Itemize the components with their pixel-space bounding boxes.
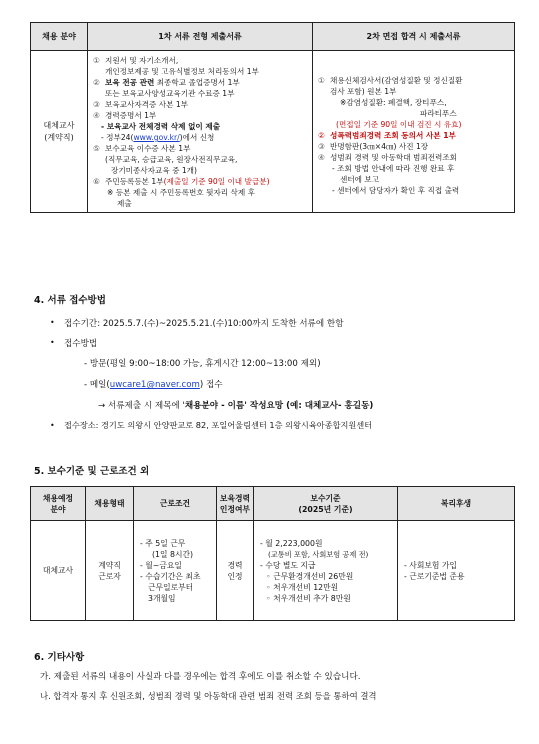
conditions-table-header <box>31 487 515 521</box>
doc-text: 보수교육 이수증 사본 1부 <box>105 144 191 153</box>
item-number: ⑤ <box>93 144 100 153</box>
doc-text: 검사 포함) 원본 1부 <box>330 87 397 96</box>
doc-item <box>93 77 309 99</box>
header-pay <box>254 487 398 521</box>
pay-line: (교통비 포함, 사회보험 공제 전) <box>268 549 369 559</box>
career-text: 경력 <box>227 560 243 570</box>
mail-text: ) 접수 <box>199 380 223 390</box>
doc-text: - 정부24( <box>101 133 134 142</box>
condition-line: (1일 8시간) <box>152 549 194 559</box>
doc-item <box>318 141 511 152</box>
gov24-link[interactable]: www.gov.kr/ <box>133 133 180 142</box>
header-conditions: 근로조건 <box>134 487 217 521</box>
mail-method <box>84 378 223 390</box>
career-cell <box>217 521 254 621</box>
item-number: ① <box>318 76 325 85</box>
header-field <box>31 487 86 521</box>
documents-table-row <box>31 51 515 213</box>
doc-text: 성범죄 경력 및 아동학대 범죄전력조회 <box>330 153 458 162</box>
doc-text: 개인정보제공 및 고유식별정보 처리동의서 1부 <box>105 67 259 76</box>
pay-line: - 월 2,223,000원 <box>260 538 323 548</box>
item-number: ③ <box>93 100 100 109</box>
doc-subitem: ※감염성질환: 폐결핵, 장티푸스, <box>340 98 447 107</box>
pay-line: ◦ 처우개선비 추가 8만원 <box>266 593 351 603</box>
header-career <box>217 487 254 521</box>
item-number: ④ <box>318 153 325 162</box>
doc-subitem: 파라티푸스 <box>420 109 457 118</box>
welfare-line: - 근로기준법 준용 <box>404 571 465 581</box>
receipt-period: 접수기간: 2025.5.7.(수)~2025.5.21.(수)10:00까지 도착한 서류에 한함 <box>64 319 344 329</box>
doc-note: 제출 <box>117 199 132 208</box>
item-number: ① <box>93 56 100 65</box>
category-cell <box>31 51 88 213</box>
conditions-table <box>30 486 515 621</box>
header-text: 채용예정 <box>42 493 74 503</box>
condition-line: 근무일로부터 <box>148 582 194 592</box>
header-type: 채용형태 <box>86 487 134 521</box>
section-4-title: 4. 서류 접수방법 <box>34 295 106 306</box>
conditions-cell <box>134 521 217 621</box>
doc-text: 경력증명서 1부 <box>105 111 157 120</box>
doc-text: 주민등록등본 1부 <box>105 177 164 186</box>
doc-item <box>318 130 511 141</box>
item-number: ⑥ <box>93 177 100 186</box>
doc-item <box>93 110 309 121</box>
header-first-round: 1차 서류 전형 제출서류 <box>88 23 313 51</box>
doc-text: 보육교사자격증 사본 1부 <box>105 100 189 109</box>
section-5-title: 5. 보수기준 및 근로조건 외 <box>34 466 150 477</box>
doc-item <box>93 99 309 110</box>
doc-text: 또는 보육교사양성교육기관 수료증 1부 <box>105 89 235 98</box>
header-text: (2025년 기준) <box>298 504 353 514</box>
doc-subitem: - 보육교사 전체경력 삭제 없이 제출 <box>101 122 221 131</box>
condition-line: - 월~금요일 <box>140 560 182 570</box>
mail-text: - 메일( <box>84 380 110 390</box>
doc-item <box>93 176 309 187</box>
welfare-line: - 사회보험 가입 <box>404 560 457 570</box>
doc-item <box>93 143 309 154</box>
subject-instruction <box>98 399 373 411</box>
doc-text: 반명함판(3㎝×4㎝) 사진 1장 <box>330 142 429 151</box>
doc-note: ※ 등본 제출 시 주민등록번호 뒷자리 삭제 후 <box>107 188 255 197</box>
doc-subitem-red: (면접일 기준 90일 이내 검진 시 유효) <box>336 120 462 129</box>
header-text: 보육경력 <box>219 493 251 503</box>
header-second-round: 2차 면접 합격 시 제출서류 <box>313 23 515 51</box>
doc-text-red: 성폭력범죄경력 조회 동의서 사본 1부 <box>330 131 456 140</box>
type-text: 계약직 <box>98 560 121 570</box>
item-number: ④ <box>93 111 100 120</box>
item-number: ② <box>318 131 325 140</box>
doc-subitem <box>93 132 309 143</box>
condition-line: - 수습기간은 최초 <box>140 571 201 581</box>
type-text: 근로자 <box>98 571 121 581</box>
doc-item <box>318 152 511 163</box>
bullet-icon: • <box>50 338 55 347</box>
pay-line: ◦ 근무환경개선비 26만원 <box>266 571 354 581</box>
doc-item <box>93 55 309 77</box>
doc-text: 채용신체검사서(감염성질환 및 정신질환 <box>330 76 463 85</box>
first-round-docs <box>88 51 313 213</box>
doc-subitem: - 센터에서 담당자가 확인 후 직접 출력 <box>332 186 460 195</box>
conditions-table-row <box>31 521 515 621</box>
header-text: 인정여부 <box>219 504 251 514</box>
doc-subitem: 장기미종사자교육 중 1개) <box>111 166 197 175</box>
doc-text-red: (제출일 기준 90일 이내 발급분) <box>163 177 270 186</box>
doc-subitem: 센터에 보고 <box>340 175 380 184</box>
second-round-docs <box>313 51 515 213</box>
item-number: ③ <box>318 142 325 151</box>
condition-line: - 주 5일 근무 <box>140 538 186 548</box>
header-welfare: 복리후생 <box>398 487 515 521</box>
receipt-place: 접수장소: 경기도 의왕시 안양판교로 82, 포일어울림센터 1층 의왕시육아종합지원센터 <box>64 420 373 430</box>
doc-subitem: (직무교육, 승급교육, 원장사전직무교육, <box>105 155 238 164</box>
note-line-1: 가. 제출된 서류의 내용이 사실과 다를 경우에는 합격 후에도 이를 취소할 수 있습니다. <box>40 672 361 682</box>
note-line-2: 나. 합격자 통지 후 신원조회, 성범죄 경력 및 아동학대 관련 범죄 전력 조회 등을 통하여 결격 <box>40 691 377 701</box>
subject-text: → 서류제출 시 제목에 ' <box>98 401 185 411</box>
documents-table <box>30 22 515 213</box>
email-link[interactable]: uwcare1@naver.com <box>109 380 200 390</box>
welfare-cell <box>398 521 515 621</box>
header-text: 보수기준 <box>310 493 341 503</box>
item-number: ② <box>93 78 100 87</box>
receipt-method-label: 접수방법 <box>64 339 98 349</box>
doc-text: 보육 전공 관련 <box>105 78 155 87</box>
field-cell: 대체교사 <box>31 521 86 621</box>
pay-line: - 수당 별도 지급 <box>260 560 316 570</box>
bullet-icon: • <box>50 318 55 327</box>
doc-item <box>318 75 511 97</box>
career-text: 인정 <box>227 571 243 581</box>
doc-text: 지원서 및 자기소개서, <box>105 56 179 65</box>
visit-method: - 방문(평일 9:00~18:00 가능, 휴게시간 12:00~13:00 제외) <box>84 359 321 369</box>
doc-text: 최종학교 졸업증명서 1부 <box>154 78 240 87</box>
doc-subitem: - 조회 방법 안내에 따라 진행 완료 후 <box>332 164 455 173</box>
pay-line: ◦ 처우개선비 12만원 <box>266 582 339 592</box>
pay-cell <box>254 521 398 621</box>
header-field: 채용 분야 <box>31 23 88 51</box>
header-text: 분야 <box>50 504 66 514</box>
documents-table-header <box>31 23 515 51</box>
section-6-title: 6. 기타사항 <box>34 652 85 663</box>
category-name: 대체교사 <box>43 120 75 130</box>
doc-text: )에서 신청 <box>179 133 215 142</box>
subject-format: 채용분야 - 이름' 작성요망 (예: 대체교사- 홍길동) <box>184 401 374 411</box>
condition-line: 3개월임 <box>148 593 176 603</box>
bullet-icon: • <box>50 421 55 430</box>
category-note: (계약직) <box>44 132 74 142</box>
type-cell <box>86 521 134 621</box>
